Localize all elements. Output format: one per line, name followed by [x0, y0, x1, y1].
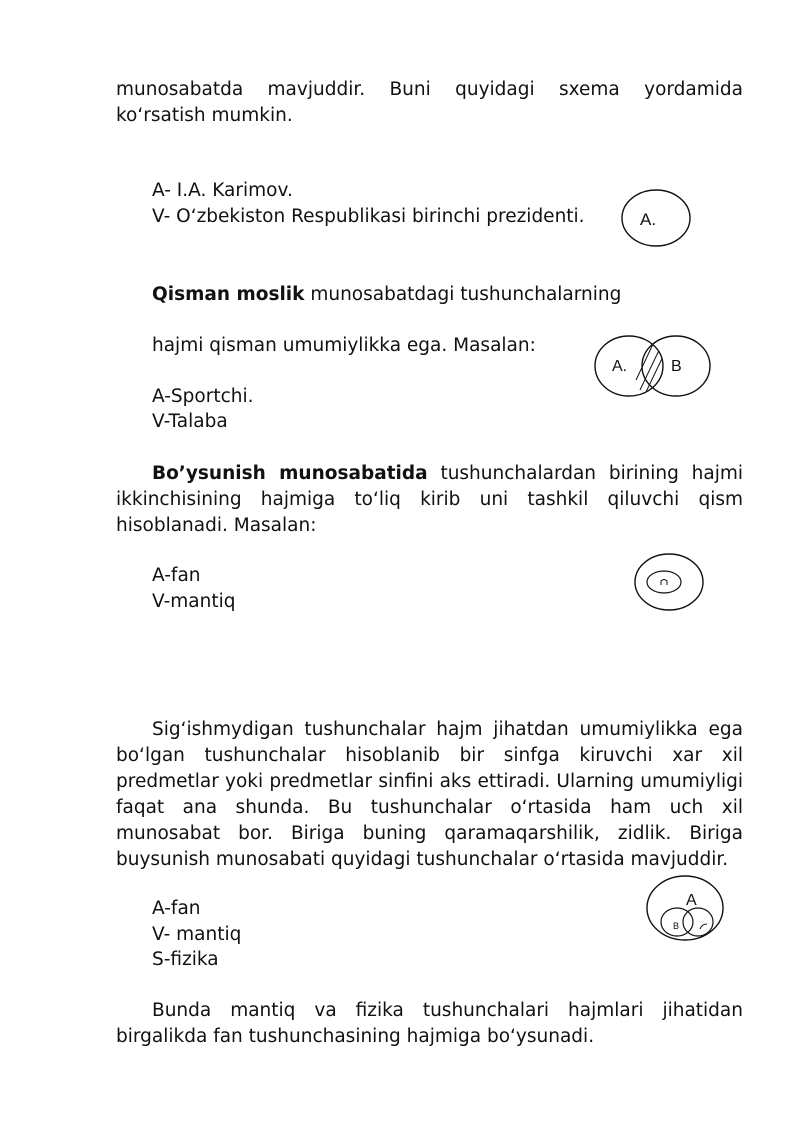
inner-circle-c [683, 908, 713, 936]
subordination-line-a: A-fan [152, 565, 201, 586]
conclusion-paragraph: Bunda mantiq va fizika tushunchalari hajmlari jihatidan birgalikda fan tushunchasining hajmiga bo‘ysunadi. [116, 1000, 743, 1047]
identity-circle-label: A. [640, 210, 657, 229]
identity-line-a: A- I.A. Karimov. [152, 180, 293, 201]
outer-circle-a [647, 876, 723, 940]
three-line-s: S-fizika [152, 949, 219, 970]
circle-b-label: B [671, 358, 682, 375]
subordination-term: Bo’ysunish munosabatida [152, 463, 428, 484]
partial-line-2: hajmi qisman umumiylikka ega. Masalan: [152, 335, 536, 356]
identity-line-v: V- O‘zbekiston Respublikasi birinchi prezidenti. [152, 206, 585, 227]
incompatible-paragraph: Sig‘ishmydigan tushunchalar hajm jihatdan umumiylikka ega bo‘lgan tushunchalar hisoblanib bir sinfga kiruvchi xar xil predmetlar yoki predmetlar sinfini aks ettiradi. Ularning umumiyligi faqat ana shunda. Bu tushunchalar o‘rtasida ham uch xil munosabat bor. Biriga buning qaramaqarshilik, zidlik. Biriga buysunish munosabati quyidagi tushunchalar o‘rtasida mavjuddir. [116, 719, 743, 870]
partial-rest: munosabatdagi tushunchalarning [304, 284, 622, 305]
outer-circle-label: A [686, 892, 697, 909]
three-line-a: A-fan [152, 898, 201, 919]
inner-circle-b-label: B [673, 921, 680, 931]
circle-a-label: A. [612, 358, 628, 375]
three-line-v: V- mantiq [152, 924, 242, 945]
partial-line-v: V-Talaba [152, 411, 228, 432]
intro-paragraph: munosabatda mavjuddir. Buni quyidagi sxema yordamida ko‘rsatish mumkin. [116, 79, 743, 126]
partial-term: Qisman moslik [152, 284, 305, 305]
inner-circle-c-mark [700, 924, 707, 929]
partial-line-a: A-Sportchi. [152, 386, 254, 407]
subordination-line-v: V-mantiq [152, 591, 236, 612]
subordination-rest: tushunchalardan birining hajmi ikkinchisining hajmiga to‘liq kirib uni tashkil qiluvchi qism hisoblanadi. Masalan: [116, 463, 743, 536]
